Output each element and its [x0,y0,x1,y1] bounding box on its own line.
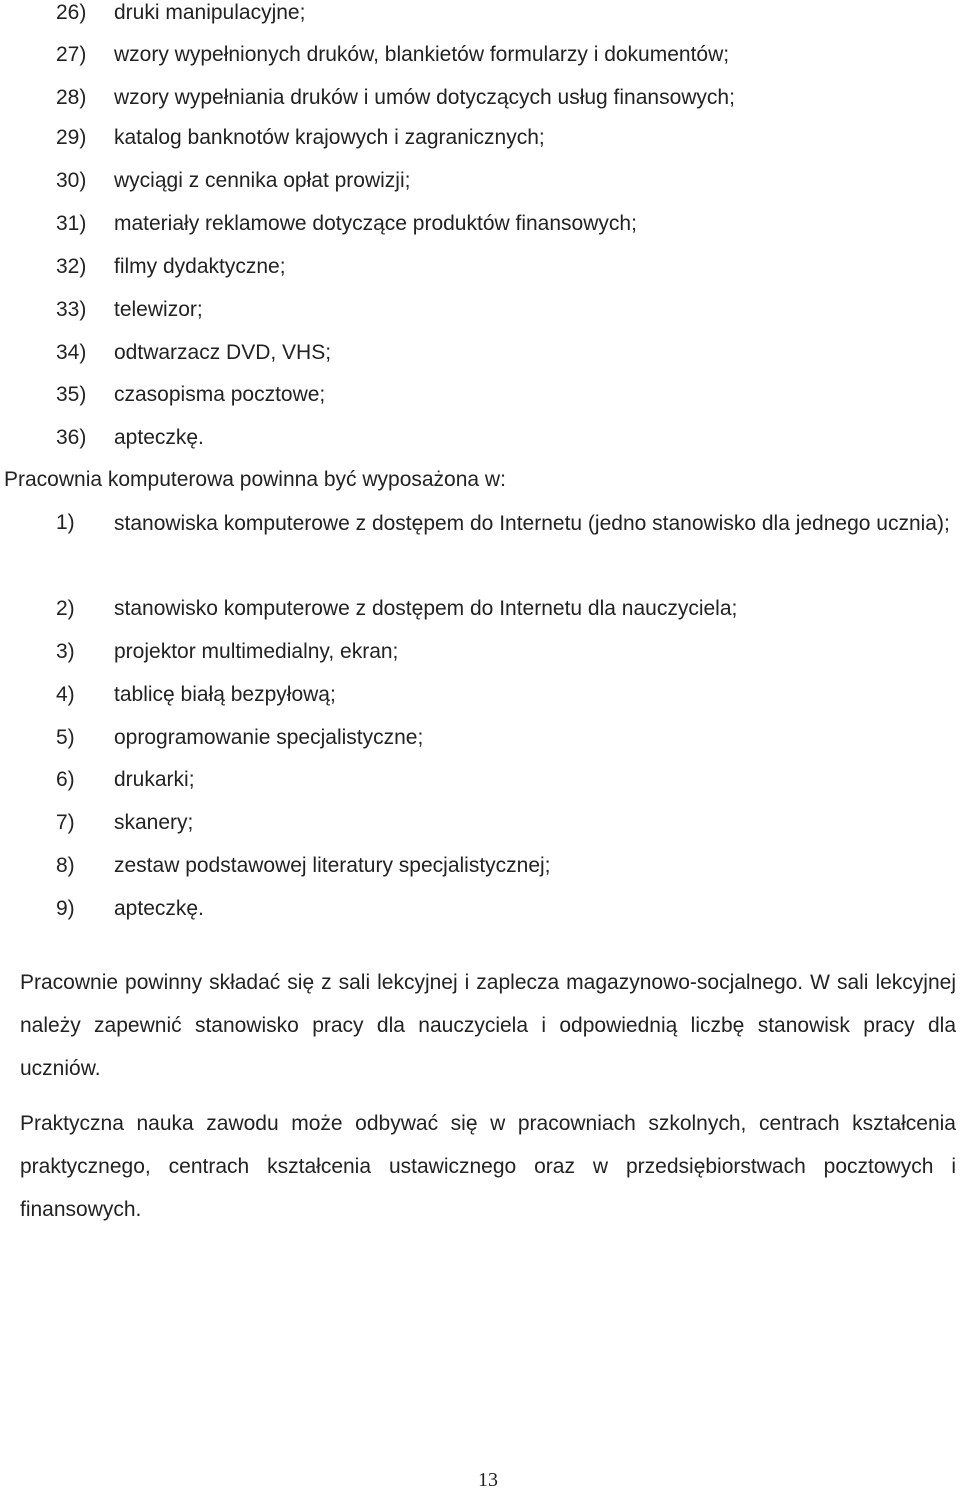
list-item-text: apteczkę. [114,426,204,449]
list-item-number: 34) [56,341,87,364]
list-item-text: tablicę białą bezpyłową; [114,683,336,706]
list-item-number: 3) [56,640,75,663]
list-item-number: 36) [56,426,87,449]
list-item-number: 26) [56,1,87,24]
list-item-text: stanowisko komputerowe z dostępem do Internetu dla nauczyciela; [114,597,738,620]
list-item-number: 9) [56,897,75,920]
list-item-number: 30) [56,169,87,192]
list-item-text: projektor multimedialny, ekran; [114,640,399,663]
list-item-text: drukarki; [114,768,195,791]
list-item-text: druki manipulacyjne; [114,1,306,24]
rooms-paragraph: Pracownie powinny składać się z sali lekcyjnej i zaplecza magazynowo-socjalnego. W sali lekcyjnej należy zapewnić stanowisko pracy dla nauczyciela i odpowiednią liczbę stanowisk pracy dla uczniów. [20,971,956,1080]
list-item-text: czasopisma pocztowe; [114,383,326,406]
list-item-number: 4) [56,683,75,706]
list-item-text: apteczkę. [114,897,204,920]
list-item-number: 5) [56,726,75,749]
list-item-text: wyciągi z cennika opłat prowizji; [114,169,411,192]
list-item-text: skanery; [114,811,194,834]
list-item-text: odtwarzacz DVD, VHS; [114,341,332,364]
list-item-number: 28) [56,86,87,109]
list-item-number: 31) [56,212,87,235]
list-item-text: wzory wypełniania druków i umów dotyczących usług finansowych; [114,86,735,109]
list-item-number: 32) [56,255,87,278]
list-item-number: 8) [56,854,75,877]
practical-training-paragraph: Praktyczna nauka zawodu może odbywać się w pracowniach szkolnych, centrach kształcenia praktycznego, centrach kształcenia ustawicznego oraz w przedsiębiorstwach pocztowych i finansowych. [20,1112,956,1221]
list-item-text: oprogramowanie specjalistyczne; [114,726,424,749]
list-item-number: 27) [56,43,87,66]
list-item-text: zestaw podstawowej literatury specjalistycznej; [114,854,551,877]
list-item-number: 6) [56,768,75,791]
list-item-text: filmy dydaktyczne; [114,255,286,278]
computer-lab-heading: Pracownia komputerowa powinna być wyposażona w: [4,468,506,491]
list-item-number: 2) [56,597,75,620]
list-item-number: 1) [56,511,75,534]
list-item-number: 35) [56,383,87,406]
page-number: 13 [478,1469,498,1491]
list-item-text: telewizor; [114,298,203,321]
list-item-number: 7) [56,811,75,834]
list-item-text: stanowiska komputerowe z dostępem do Internetu (jedno stanowisko dla jednego ucznia); [114,512,950,535]
list-item-number: 29) [56,126,87,149]
list-item-number: 33) [56,298,87,321]
list-item-text: katalog banknotów krajowych i zagranicznych; [114,126,545,149]
list-item-text: materiały reklamowe dotyczące produktów finansowych; [114,212,637,235]
list-item-text: wzory wypełnionych druków, blankietów formularzy i dokumentów; [114,43,730,66]
